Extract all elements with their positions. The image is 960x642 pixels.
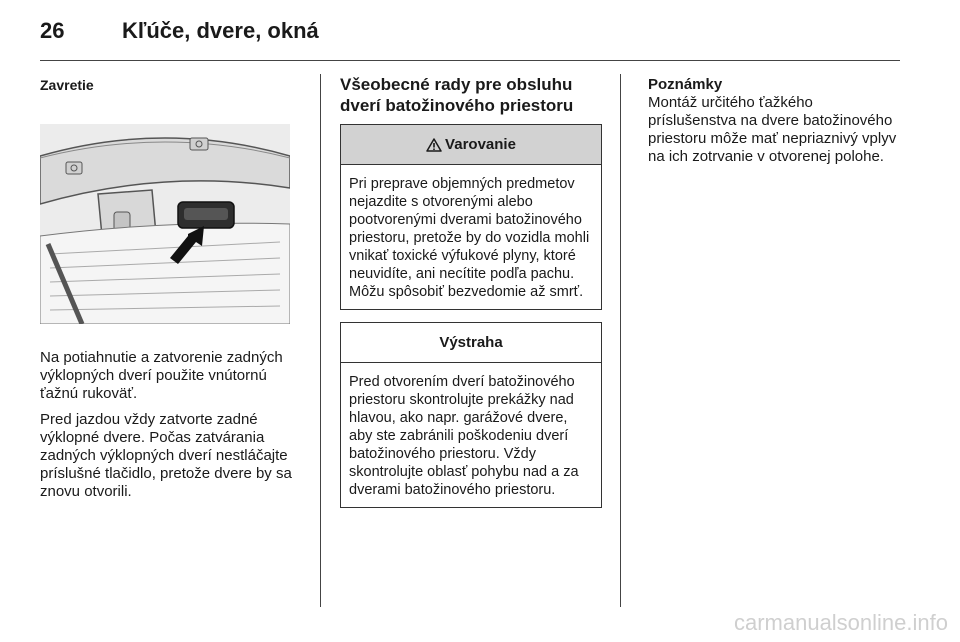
page-header (40, 18, 900, 54)
column-general-advice (340, 74, 602, 508)
watermark: carmanualsonline.info (733, 610, 948, 635)
closing-paragraph-2: Pred jazdou vždy zatvorte zadné výklopné dvere. Počas zatvárania zadných výklopných dverí nestláčajte príslušné tlačidlo, pretože dvere by sa znovu otvorili. (40, 411, 292, 500)
column-notes (648, 76, 900, 166)
warning-box (340, 124, 602, 310)
warning-triangle-icon (426, 138, 442, 152)
notes-title: Poznámky (648, 76, 723, 93)
caution-title: Výstraha (439, 334, 503, 351)
caution-box (340, 322, 602, 508)
general-advice-heading: Všeobecné rady pre obsluhu dverí batožinového priestoru (340, 75, 574, 115)
caution-box-header (341, 323, 601, 363)
warning-text: Pri preprave objemných predmetov nejazdite s otvorenými alebo pootvorenými dverami batožinového priestoru, pretože by do vozidla mohli vnikať toxické výfukové plyny, ktoré neuvidíte, ani necítite podľa pachu. Môžu spôsobiť bezvedomie až smrť. (349, 176, 590, 300)
tailgate-handle-illustration (40, 124, 290, 324)
notes-text: Montáž určitého ťažkého príslušenstva na dvere batožinového priestoru môže mať nepriaznivý vplyv na ich zotrvanie v otvorenej polohe. (648, 94, 897, 165)
closing-heading: Zavretie (40, 77, 94, 93)
column-divider-right (620, 74, 621, 607)
column-divider-left (320, 74, 321, 607)
warning-title: Varovanie (445, 136, 516, 153)
warning-box-header (341, 125, 601, 165)
column-closing (40, 76, 302, 501)
caution-text: Pred otvorením dverí batožinového priestoru skontrolujte prekážky nad hlavou, ako napr. garážové dvere, aby ste zabránili poškodeniu dverí batožinového priestoru. Vždy skontrolujte oblasť pohybu nad a za dverami batožinového priestoru. (349, 374, 579, 498)
page-number: 26 (40, 18, 65, 43)
header-rule (40, 60, 900, 61)
page-title: Kľúče, dvere, okná (122, 18, 319, 43)
closing-paragraph-1: Na potiahnutie a zatvorenie zadných výklopných dverí použite vnútornú ťažnú rukoväť. (40, 349, 283, 402)
